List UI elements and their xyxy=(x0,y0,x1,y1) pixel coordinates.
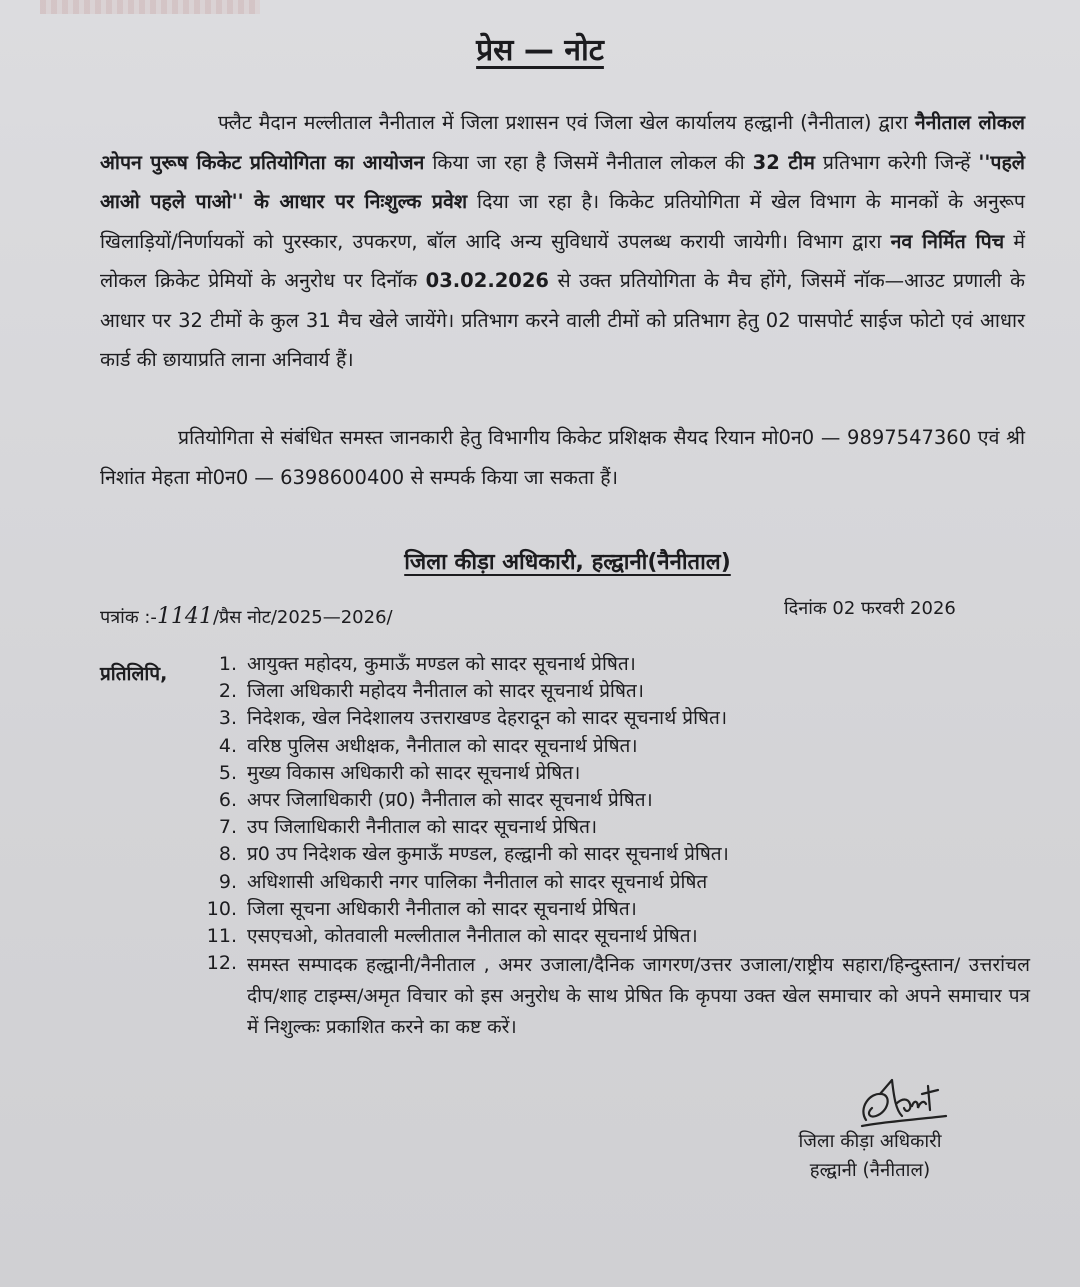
copy-to-item-text: अधिशासी अधिकारी नगर पालिका नैनीताल को सादर सूचनार्थ प्रेषित xyxy=(247,870,708,893)
copy-to-item-number: 5. xyxy=(218,761,237,784)
copy-to-item xyxy=(200,787,1030,814)
page-title: प्रेस — नोट xyxy=(476,33,604,68)
office-heading: जिला कीड़ा अधिकारी, हल्द्वानी(नैनीताल) xyxy=(404,550,731,575)
copy-to-item-number: 3. xyxy=(218,707,237,730)
copy-to-item xyxy=(200,678,1030,705)
copy-to-item-text: जिला सूचना अधिकारी नैनीताल को सादर सूचनार्थ प्रेषित। xyxy=(247,897,637,920)
copy-to-item-text: उप जिलाधिकारी नैनीताल को सादर सूचनार्थ प्रेषित। xyxy=(247,816,598,839)
copy-to-item-number: 11. xyxy=(206,925,237,948)
copy-to-item-text: निदेशक, खेल निदेशालय उत्तराखण्ड देहरादून को सादर सूचनार्थ प्रेषित। xyxy=(247,707,728,730)
copy-to-item xyxy=(200,760,1030,787)
signatory-block xyxy=(760,1127,980,1185)
copy-to-item-text: जिला अधिकारी महोदय नैनीताल को सादर सूचनार्थ प्रेषित। xyxy=(247,680,644,703)
reference-number: पत्रांक :-1141/प्रैस नोट/2025—2026/ xyxy=(100,604,393,629)
copy-to-item-number: 2. xyxy=(218,680,237,703)
copy-to-item xyxy=(200,733,1030,760)
copy-to-item xyxy=(200,896,1030,923)
body-paragraph-1: फ्लैट मैदान मल्लीताल नैनीताल में जिला प्रशासन एवं जिला खेल कार्यालय हल्द्वानी (नैनीताल) द्वारा नैनीताल लोकल ओपन पुरूष किकेट प्रतियोगिता का आयोजन किया जा रहा है जिसमें नैनीताल लोकल की 32 टीम प्रतिभाग करेगी जिन्हें ''पहले आओ पहले पाओ'' के आधार पर निःशुल्क प्रवेश दिया जा रहा है। किकेट प्रतियोगिता में खेल विभाग के मानकों के अनुरूप खिलाड़ियों/निर्णायकों को पुरस्कार, उपकरण, बॉल आदि अन्य सुविधायें उपलब्ध करायी जायेगी। विभाग द्वारा नव निर्मित पिच में लोकल क्रिकेट प्रेमियों के अनुरोध पर दिनॉक 03.02.2026 से उक्त प्रतियोगिता के मैच होंगे, जिसमें नॉक—आउट प्रणाली के आधार पर 32 टीमों के कुल 31 मैच खेले जायेंगे। प्रतिभाग करने वाली टीमों को प्रतिभाग हेतु 02 पासपोर्ट साईज फोटो एवं आधार कार्ड की छायाप्रति लाना अनिवार्य हैं। xyxy=(100,111,1026,371)
copy-to-item xyxy=(200,705,1030,732)
copy-to-list xyxy=(200,651,1030,1043)
copy-to-item-number: 1. xyxy=(218,653,237,675)
copy-to-item-text: समस्त सम्पादक हल्द्वानी/नैनीताल , अमर उजाला/दैनिक जागरण/उत्तर उजाला/राष्ट्रीय सहारा/हिन्दुस्तान/ उत्तरांचल दीप/शाह टाइम्स/अमृत विचार को इस अनुरोध के साथ प्रेषित कि कृपया उक्त खेल समाचार को अपने समाचार पत्र में निशुल्कः प्रकाशित करने का कष्ट करें। xyxy=(247,954,1030,1039)
copy-to-item-text: अपर जिलाधिकारी (प्र0) नैनीताल को सादर सूचनार्थ प्रेषित। xyxy=(247,789,653,812)
copy-to-item-number: 9. xyxy=(218,870,237,893)
document-date: दिनांक 02 फरवरी 2026 xyxy=(784,598,956,619)
handwritten-ref-number: 1141 xyxy=(156,604,213,629)
copy-to-item-number: 4. xyxy=(218,734,237,757)
copy-to-item-text: प्र0 उप निदेशक खेल कुमाऊँ मण्डल, हल्द्वानी को सादर सूचनार्थ प्रेषित। xyxy=(247,843,729,866)
copy-to-item-number: 7. xyxy=(218,816,237,839)
copy-to-item-text: एसएचओ, कोतवाली मल्लीताल नैनीताल को सादर सूचनार्थ प्रेषित। xyxy=(247,925,698,948)
copy-to-item-number: 6. xyxy=(218,789,237,812)
body-paragraph-2: प्रतियोगिता से संबंधित समस्त जानकारी हेतु विभागीय किकेट प्रशिक्षक सैयद रियान मो0न0 — 9897547360 एवं श्री निशांत मेहता मो0न0 — 6398600400 से सम्पर्क किया जा सकता हैं। xyxy=(100,426,1025,489)
copy-to-item-number: 10. xyxy=(206,897,237,920)
copy-to-item xyxy=(200,841,1030,868)
copy-to-item-text: आयुक्त महोदय, कुमाऊँ मण्डल को सादर सूचनार्थ प्रेषित। xyxy=(247,653,636,675)
copy-to-item xyxy=(200,950,1030,1043)
signatory-location: हल्द्वानी (नैनीताल) xyxy=(809,1160,931,1181)
copy-to-item xyxy=(200,869,1030,896)
copy-to-item-text: मुख्य विकास अधिकारी को सादर सूचनार्थ प्रेषित। xyxy=(247,761,581,784)
signatory-designation: जिला कीड़ा अधिकारी xyxy=(798,1131,942,1152)
copy-to-item-number: 12. xyxy=(206,952,237,975)
copy-to-item xyxy=(200,923,1030,950)
copy-to-item-text: वरिष्ठ पुलिस अधीक्षक, नैनीताल को सादर सूचनार्थ प्रेषित। xyxy=(247,734,638,757)
copy-to-item xyxy=(200,814,1030,841)
copy-to-label: प्रतिलिपि, xyxy=(100,663,168,685)
torn-edge-decoration xyxy=(40,0,260,14)
copy-to-item xyxy=(200,651,1030,678)
copy-to-item-number: 8. xyxy=(218,843,237,866)
